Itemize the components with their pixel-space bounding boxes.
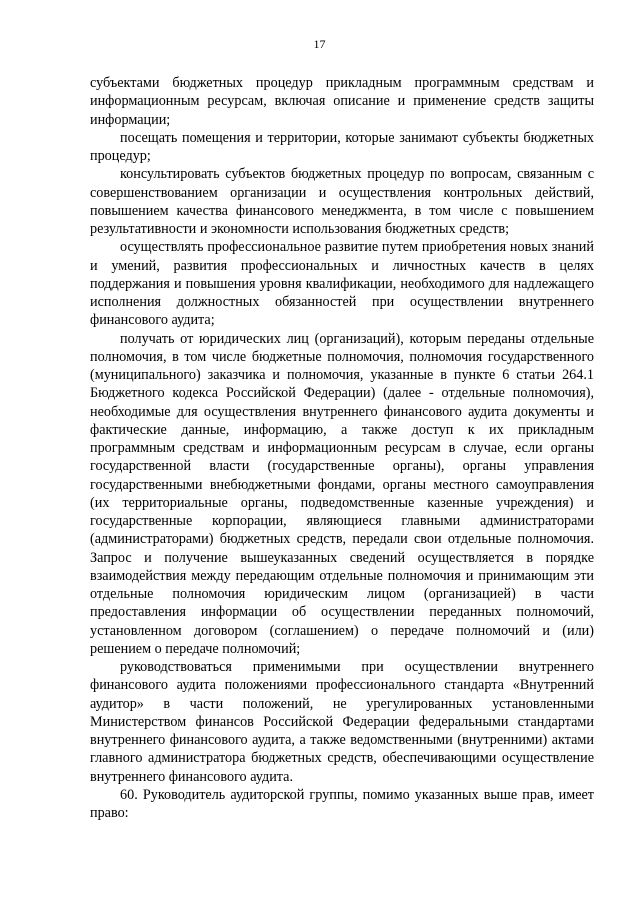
paragraph: получать от юридических лиц (организаций), которым переданы отдельные полномочия, в том числе бюджетные полномочия, полномочия государственного (муниципального) заказчика и полномочия, указанные в пункте 6 статьи 264.1 Бюджетного кодекса Российской Федерации) (далее - отдельные полномочия), необходимые для осуществления внутреннего финансового аудита документы и фактические данные, информацию, а также доступ к их прикладным программным средствам и информационным ресурсам в случае, если органы государственной власти (государственные органы), органы управления государственными внебюджетными фондами, органы местного самоуправления (их территориальные органы, подведомственные казенные учреждения) и государственные корпорации, являющиеся главными администраторами (администраторами) бюджетных средств, передали свои отдельные полномочия. Запрос и получение вышеуказанных сведений осуществляется в порядке взаимодействия между передающим отдельные полномочия и принимающим эти отдельные полномочия юридическим лицом (организацией) в части предоставления информации об осуществлении переданных полномочий, установленном договором (соглашением) о передаче полномочий и (или) решением о передаче полномочий; xyxy=(90,330,594,657)
paragraph: руководствоваться применимыми при осуществлении внутреннего финансового аудита положениями профессионального стандарта «Внутренний аудитор» в части положений, не урегулированных установленными Министерством финансов Российской Федерации федеральными стандартами внутреннего финансового аудита, а также ведомственными (внутренними) актами главного администратора бюджетных средств, обеспечивающими осуществление внутреннего финансового аудита. xyxy=(90,659,594,785)
paragraph: субъектами бюджетных процедур прикладным программным средствам и информационным ресурсам, включая описание и применение средств защиты информации; xyxy=(90,75,594,128)
paragraph: консультировать субъектов бюджетных процедур по вопросам, связанным с совершенствованием организации и осуществления контрольных действий, повышением качества финансового менеджмента, в том числе с повышением результативности и экономности использования бюджетных средств; xyxy=(90,166,594,237)
paragraph: осуществлять профессиональное развитие путем приобретения новых знаний и умений, развития профессиональных и личностных качеств в целях поддержания и повышения уровня квалификации, необходимого для надлежащего исполнения должностных обязанностей при осуществлении внутреннего финансового аудита; xyxy=(90,239,594,329)
document-body xyxy=(90,74,594,822)
paragraph: посещать помещения и территории, которые занимают субъекты бюджетных процедур; xyxy=(90,129,594,164)
paragraph: 60. Руководитель аудиторской группы, помимо указанных выше прав, имеет право: xyxy=(90,786,594,821)
page-number: 17 xyxy=(313,37,326,51)
